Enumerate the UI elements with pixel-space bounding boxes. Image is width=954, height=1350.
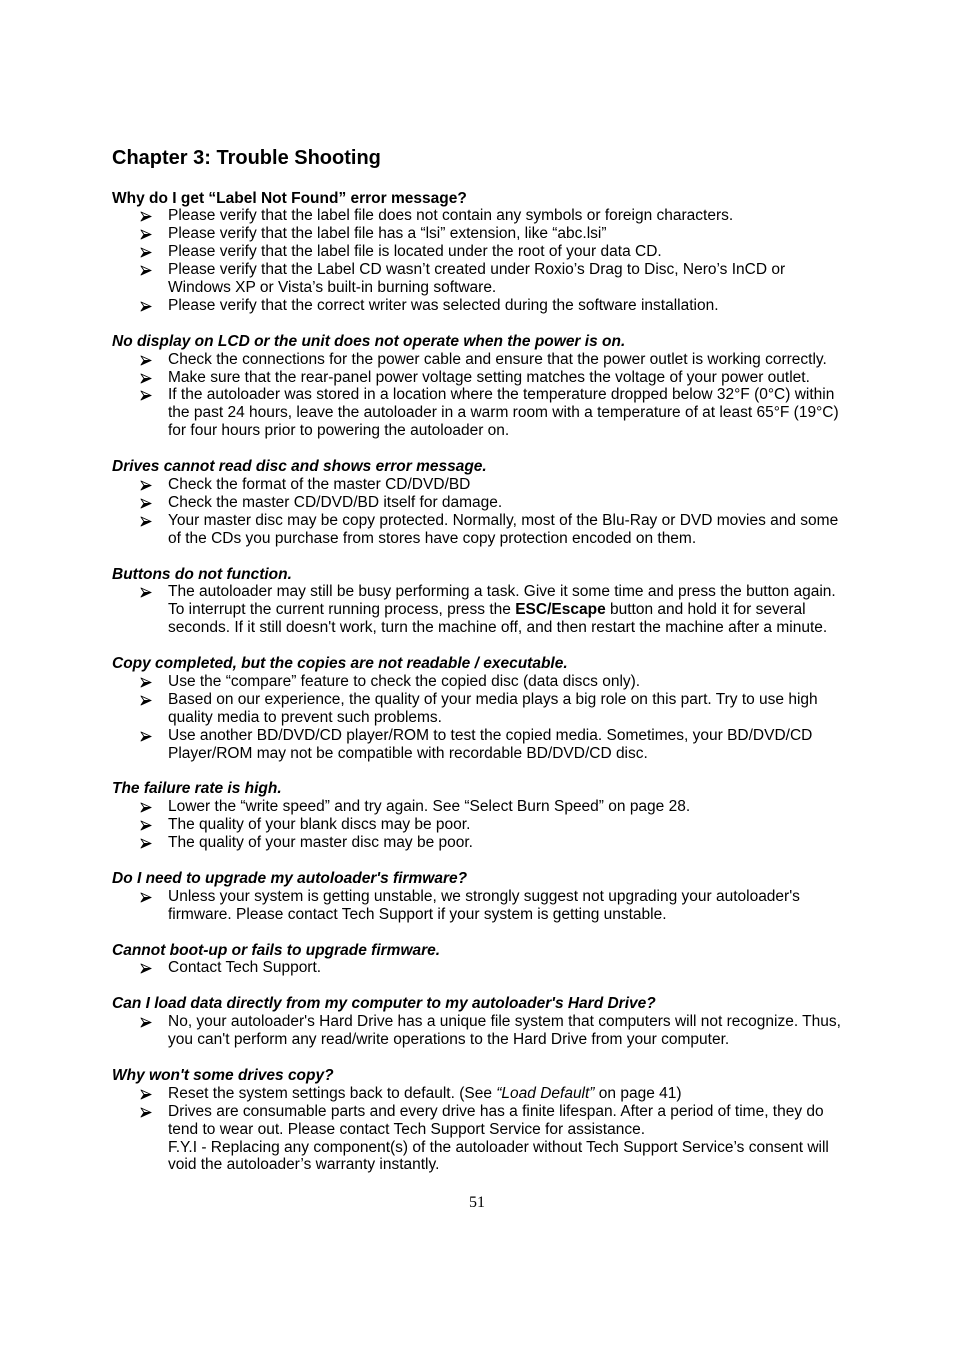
faq-question-heading: Copy completed, but the copies are not readable / executable. — [112, 655, 568, 673]
answer-line: Please verify that the label file has a “lsi” extension, like “abc.lsi” — [168, 225, 607, 243]
arrowhead-bullet-icon — [140, 677, 152, 688]
answer-item — [112, 727, 872, 763]
answer-list — [112, 888, 872, 924]
answer-line: If the autoloader was stored in a location where the temperature dropped below 32°F (0°C) within — [168, 386, 835, 404]
faq-question-heading: Why do I get “Label Not Found” error message? — [112, 189, 467, 207]
answer-line: the past 24 hours, leave the autoloader in a warm room with a temperature of at least 65°F (19°C) — [168, 404, 839, 422]
answer-list — [112, 673, 872, 763]
faq-question-heading: The failure rate is high. — [112, 780, 282, 798]
arrowhead-bullet-icon — [140, 265, 152, 276]
answer-list — [112, 583, 872, 637]
answer-text: Reset the system settings back to default. (See — [168, 1084, 497, 1102]
answer-item — [112, 673, 872, 691]
arrowhead-bullet-icon — [140, 301, 152, 312]
arrowhead-bullet-icon — [140, 211, 152, 222]
bold-emphasis: ESC/Escape — [515, 601, 606, 619]
answer-line: Please verify that the label file is located under the root of your data CD. — [168, 243, 662, 261]
faq-section — [112, 780, 872, 852]
faq-section — [112, 190, 872, 315]
answer-line: Check the master CD/DVD/BD itself for damage. — [168, 493, 503, 511]
answer-line: quality media to prevent such problems. — [168, 708, 442, 726]
chapter-title: Chapter 3: Trouble Shooting — [112, 147, 381, 169]
answer-line: The quality of your master disc may be poor. — [168, 834, 473, 852]
answer-line — [168, 1085, 872, 1103]
answer-item — [112, 1085, 872, 1103]
answer-item — [112, 476, 872, 494]
arrowhead-bullet-icon — [140, 1017, 152, 1028]
answer-item — [112, 225, 872, 243]
faq-question-heading: Why won't some drives copy? — [112, 1066, 334, 1084]
faq-question-heading: Cannot boot-up or fails to upgrade firmware. — [112, 941, 441, 959]
answer-line: Your master disc may be copy protected. Normally, most of the Blu-Ray or DVD movies and some — [168, 511, 839, 529]
answer-text: button and hold it for several — [605, 601, 806, 619]
answer-item — [112, 369, 872, 387]
answer-line: Check the format of the master CD/DVD/BD — [168, 476, 471, 493]
answer-line: Unless your system is getting unstable, we strongly suggest not upgrading your autoloader's — [168, 887, 800, 905]
answer-line: seconds. If it still doesn't work, turn the machine off, and then restart the machine after a minute. — [168, 619, 828, 637]
faq-section — [112, 995, 872, 1049]
arrowhead-bullet-icon — [140, 498, 152, 509]
answer-item — [112, 583, 872, 637]
answer-item — [112, 691, 872, 727]
answer-text: To interrupt the current running process, press the — [168, 601, 516, 619]
faq-section — [112, 942, 872, 978]
arrowhead-bullet-icon — [140, 820, 152, 831]
faq-question-heading: Buttons do not function. — [112, 565, 292, 583]
faq-section — [112, 333, 872, 440]
answer-line: Contact Tech Support. — [168, 959, 322, 977]
arrowhead-bullet-icon — [140, 1089, 152, 1100]
arrowhead-bullet-icon — [140, 587, 152, 598]
answer-line: Lower the “write speed” and try again. See “Select Burn Speed” on page 28. — [168, 798, 691, 816]
faq-question-heading: No display on LCD or the unit does not operate when the power is on. — [112, 332, 626, 350]
answer-item — [112, 386, 872, 440]
answer-item — [112, 297, 872, 315]
answer-item — [112, 207, 872, 225]
answer-line: The autoloader may still be busy performing a task. Give it some time and press the button again. — [168, 583, 836, 601]
answer-item — [112, 351, 872, 369]
faq-section — [112, 655, 872, 762]
answer-list — [112, 959, 872, 977]
answer-item — [112, 1103, 872, 1175]
arrowhead-bullet-icon — [140, 695, 152, 706]
answer-list — [112, 351, 872, 441]
answer-item — [112, 959, 872, 977]
arrowhead-bullet-icon — [140, 802, 152, 813]
answer-item — [112, 816, 872, 834]
answer-line — [168, 601, 872, 619]
faq-section — [112, 1067, 872, 1174]
answer-list — [112, 1085, 872, 1175]
arrowhead-bullet-icon — [140, 355, 152, 366]
answer-line: Check the connections for the power cable and ensure that the power outlet is working correctly. — [168, 350, 827, 368]
answer-item — [112, 888, 872, 924]
answer-line: Please verify that the label file does not contain any symbols or foreign characters. — [168, 207, 734, 225]
italic-emphasis: “Load Default” — [496, 1084, 595, 1102]
answer-line: Use another BD/DVD/CD player/ROM to test the copied media. Sometimes, your BD/DVD/CD — [168, 726, 813, 744]
arrowhead-bullet-icon — [140, 1107, 152, 1118]
answer-line: tend to wear out. Please contact Tech Support Service for assistance. — [168, 1120, 646, 1138]
answer-item — [112, 243, 872, 261]
arrowhead-bullet-icon — [140, 390, 152, 401]
answer-line: F.Y.I - Replacing any component(s) of the autoloader without Tech Support Service’s consent will — [168, 1138, 829, 1156]
faq-question-heading: Can I load data directly from my computer to my autoloader's Hard Drive? — [112, 995, 656, 1013]
answer-line: of the CDs you purchase from stores have copy protection encoded on them. — [168, 529, 697, 547]
arrowhead-bullet-icon — [140, 963, 152, 974]
arrowhead-bullet-icon — [140, 480, 152, 491]
answer-item — [112, 261, 872, 297]
answer-list — [112, 1013, 872, 1049]
arrowhead-bullet-icon — [140, 229, 152, 240]
answer-line: Please verify that the Label CD wasn’t created under Roxio’s Drag to Disc, Nero’s InCD or — [168, 261, 786, 279]
faq-question-heading: Drives cannot read disc and shows error message. — [112, 458, 487, 476]
answer-line: Player/ROM may not be compatible with recordable BD/DVD/CD disc. — [168, 744, 648, 762]
answer-line: Windows XP or Vista’s built-in burning software. — [168, 279, 497, 297]
answer-item — [112, 512, 872, 548]
answer-line: Make sure that the rear-panel power voltage setting matches the voltage of your power outlet. — [168, 368, 810, 386]
faq-section — [112, 458, 872, 548]
answer-line: Drives are consumable parts and every drive has a finite lifespan. After a period of time, they do — [168, 1102, 824, 1120]
answer-item — [112, 494, 872, 512]
answer-line: The quality of your blank discs may be poor. — [168, 816, 471, 834]
answer-item — [112, 1013, 872, 1049]
answer-line: firmware. Please contact Tech Support if your system is getting unstable. — [168, 905, 667, 923]
arrowhead-bullet-icon — [140, 838, 152, 849]
faq-section — [112, 870, 872, 924]
answer-line: void the autoloader’s warranty instantly. — [168, 1156, 440, 1174]
arrowhead-bullet-icon — [140, 373, 152, 384]
answer-line: No, your autoloader's Hard Drive has a unique file system that computers will not recognize. Thus, — [168, 1013, 841, 1031]
faq-section — [112, 566, 872, 638]
answer-item — [112, 798, 872, 816]
faq-question-heading: Do I need to upgrade my autoloader's firmware? — [112, 869, 468, 887]
arrowhead-bullet-icon — [140, 892, 152, 903]
page-number: 51 — [469, 1194, 485, 1211]
arrowhead-bullet-icon — [140, 731, 152, 742]
answer-line: Please verify that the correct writer was selected during the software installation. — [168, 296, 719, 314]
answer-item — [112, 834, 872, 852]
answer-list — [112, 476, 872, 548]
answer-line: Use the “compare” feature to check the copied disc (data discs only). — [168, 672, 641, 690]
answer-list — [112, 798, 872, 852]
answer-line: for four hours prior to powering the autoloader on. — [168, 422, 510, 440]
arrowhead-bullet-icon — [140, 516, 152, 527]
arrowhead-bullet-icon — [140, 247, 152, 258]
troubleshooting-list — [112, 190, 872, 1193]
answer-list — [112, 207, 872, 314]
answer-line: you can't perform any read/write operations to the Hard Drive from your computer. — [168, 1031, 730, 1049]
answer-text: on page 41) — [594, 1084, 682, 1102]
answer-line: Based on our experience, the quality of your media plays a big role on this part. Try to use high — [168, 690, 818, 708]
